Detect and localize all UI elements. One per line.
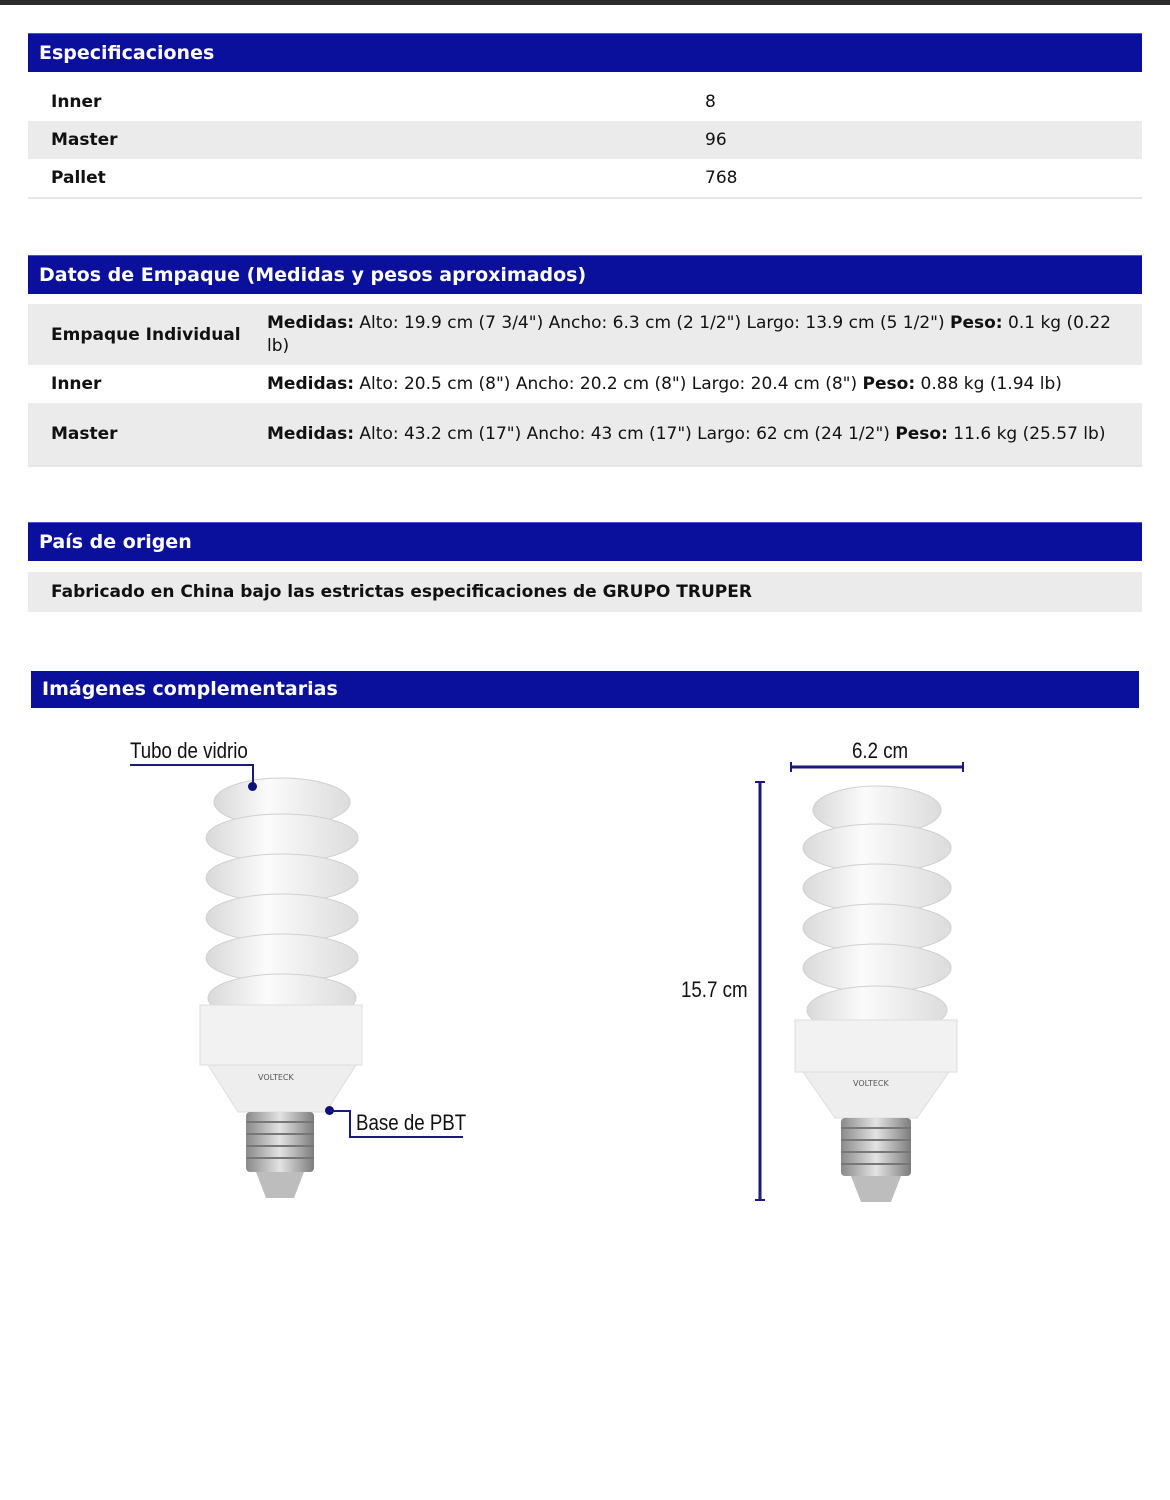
spec-label: Pallet xyxy=(51,168,106,188)
medidas-label: Medidas: xyxy=(267,423,355,444)
medidas-value: Alto: 43.2 cm (17") Ancho: 43 cm (17") Largo: 62 cm (24 1/2") xyxy=(354,423,896,444)
packaging-header: Datos de Empaque (Medidas y pesos aproximados) xyxy=(28,255,1142,294)
width-dimension-label: 6.2 cm xyxy=(852,738,909,763)
packaging-row xyxy=(28,365,1142,403)
packaging-value xyxy=(267,423,1142,446)
specs-section xyxy=(28,33,1142,199)
bulb-image-left xyxy=(0,720,585,1240)
svg-text:VOLTECK: VOLTECK xyxy=(853,1079,889,1088)
height-dimension-label: 15.7 cm xyxy=(681,977,748,1002)
spec-value: 8 xyxy=(705,92,716,112)
bulb-image-right xyxy=(585,720,1170,1240)
specs-header: Especificaciones xyxy=(28,33,1142,72)
images-header: Imágenes complementarias xyxy=(31,671,1139,708)
packaging-row xyxy=(28,304,1142,365)
packaging-label: Master xyxy=(51,424,118,444)
packaging-section xyxy=(28,255,1142,467)
packaging-value xyxy=(267,312,1142,358)
peso-label: Peso: xyxy=(895,423,948,444)
medidas-value: Alto: 20.5 cm (8") Ancho: 20.2 cm (8") Largo: 20.4 cm (8") xyxy=(354,373,863,394)
spec-row xyxy=(28,159,1142,197)
callout-line xyxy=(349,1136,463,1138)
callout-dot xyxy=(248,782,257,791)
cfl-bulb-dimensions-icon xyxy=(585,720,1170,1240)
spec-row xyxy=(28,121,1142,159)
callout-line xyxy=(330,1110,350,1112)
spec-value: 768 xyxy=(705,168,738,188)
origin-header: País de origen xyxy=(28,522,1142,561)
svg-text:VOLTECK: VOLTECK xyxy=(258,1073,294,1082)
spec-row xyxy=(28,83,1142,121)
callout-line xyxy=(349,1110,351,1137)
callout-line xyxy=(130,764,253,766)
peso-label: Peso: xyxy=(950,312,1003,333)
peso-value: 0.1 kg (0.22 lb) xyxy=(267,312,1111,356)
callout-base: Base de PBT xyxy=(356,1110,467,1135)
peso-label: Peso: xyxy=(862,373,916,394)
spec-label: Inner xyxy=(51,92,102,112)
spec-label: Master xyxy=(51,130,118,150)
medidas-label: Medidas: xyxy=(267,373,355,394)
cfl-bulb-icon xyxy=(0,720,585,1240)
divider xyxy=(28,465,1142,467)
peso-value: 0.88 kg (1.94 lb) xyxy=(915,373,1062,394)
top-bar xyxy=(0,0,1170,5)
origin-section xyxy=(28,522,1142,612)
spec-value: 96 xyxy=(705,130,727,150)
packaging-label: Inner xyxy=(51,374,102,394)
packaging-label: Empaque Individual xyxy=(51,324,241,345)
medidas-value: Alto: 19.9 cm (7 3/4") Ancho: 6.3 cm (2 1/2") Largo: 13.9 cm (5 1/2") xyxy=(354,312,951,333)
medidas-label: Medidas: xyxy=(267,312,355,333)
divider xyxy=(28,197,1142,199)
packaging-value xyxy=(267,373,1142,396)
packaging-row xyxy=(28,403,1142,465)
peso-value: 11.6 kg (25.57 lb) xyxy=(947,423,1106,444)
callout-glass-tube: Tubo de vidrio xyxy=(130,738,248,763)
origin-text: Fabricado en China bajo las estrictas especificaciones de GRUPO TRUPER xyxy=(28,572,1142,612)
